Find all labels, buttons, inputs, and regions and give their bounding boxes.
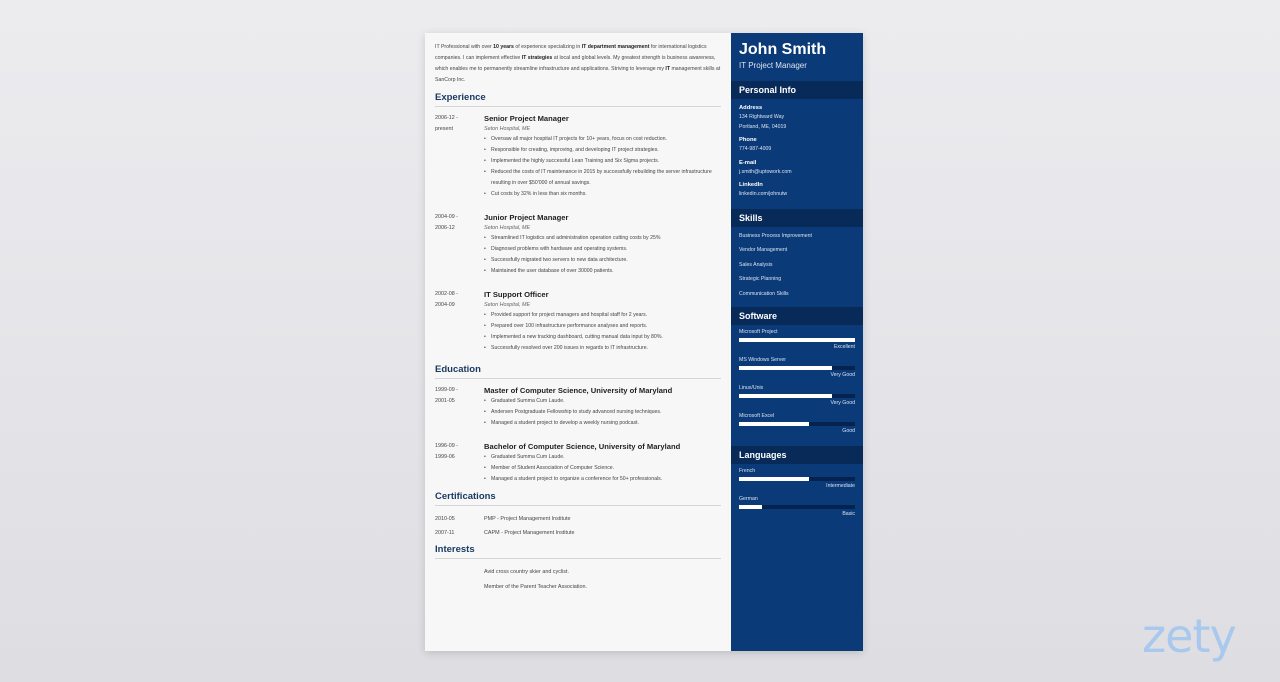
languages-item: [739, 495, 855, 520]
experience-bullets: [484, 134, 721, 200]
software-list: [731, 325, 863, 444]
personal-label: LinkedIn: [739, 182, 763, 188]
software-name: MS Windows Server: [739, 357, 786, 363]
education-bullet: • Andersen Postgraduate Fellowship to study advanced nursing techniques.: [484, 407, 721, 418]
skill-item: Communication Skills: [739, 290, 789, 297]
certification-row: [435, 526, 721, 540]
languages-level-label: Basic: [842, 511, 855, 517]
languages-list: [731, 464, 863, 527]
skill-item: Sales Analysis: [739, 261, 773, 268]
education-dates: [435, 441, 484, 485]
software-level-label: Excellent: [833, 344, 855, 350]
software-name: Microsoft Project: [739, 329, 778, 335]
experience-bullet: • Diagnosed problems with hardware and operating systems.: [484, 244, 721, 255]
experience-place: Seton Hospital, ME: [484, 302, 531, 308]
experience-dates: [435, 289, 484, 354]
certification-name: CAPM - Project Management Institute: [484, 530, 575, 536]
education-bullet: • Managed a student project to develop a weekly nursing podcast.: [484, 418, 721, 429]
personal-info-heading: Personal Info: [731, 81, 863, 99]
experience-bullet: • Implemented the highly successful Lean Training and Six Sigma projects.: [484, 156, 721, 167]
personal-label: E-mail: [739, 159, 757, 166]
summary-fragment: for international logistics companies. I can implement effective: [435, 44, 707, 61]
skill-item: Business Process Improvement: [739, 232, 812, 239]
education-date-end: 2001-05: [435, 397, 455, 404]
experience-date-start: 2002-08 -: [435, 291, 459, 297]
software-heading: Software: [731, 307, 863, 325]
languages-name: German: [739, 496, 758, 502]
languages-level-label: Intermediate: [826, 483, 855, 489]
resume-main-column: [425, 33, 731, 651]
personal-info-list: [731, 99, 863, 207]
software-level-label: Good: [842, 428, 855, 434]
summary-paragraph: [435, 42, 721, 86]
resume-page: [425, 33, 863, 651]
experience-bullets: [484, 233, 721, 277]
interests-heading: Interests: [435, 544, 721, 559]
software-item: [739, 384, 855, 409]
education-date-start: 1999-09 -: [435, 387, 459, 393]
experience-bullet: • Provided support for project managers and hospital staff for 2 years.: [484, 310, 721, 321]
experience-date-start: 2006-12 -: [435, 115, 459, 121]
personal-label: Phone: [739, 137, 757, 143]
experience-dates: [435, 212, 484, 277]
experience-bullet: • Reduced the costs of IT maintenance in 2015 by successfully rebuilding the server infrastructure resulting in over $50'000 of annual savings.: [484, 167, 721, 189]
experience-body: [484, 113, 721, 200]
education-title: Master of Computer Science, University of Maryland: [484, 386, 673, 395]
personal-value-line: Portland, ME, 04019: [739, 123, 787, 130]
education-bullets: [484, 396, 721, 429]
skill-item: Strategic Planning: [739, 276, 782, 282]
candidate-role: IT Project Manager: [739, 61, 807, 70]
summary-fragment: IT strategies: [521, 55, 553, 61]
experience-place: Seton Hospital, ME: [484, 126, 531, 132]
education-list: [435, 385, 721, 485]
languages-name: French: [739, 468, 756, 474]
experience-date-start: 2004-09 -: [435, 214, 459, 220]
experience-entry: [435, 289, 721, 354]
software-item: [739, 412, 855, 437]
skill-item: Vendor Management: [739, 247, 788, 253]
experience-entry: [435, 212, 721, 277]
personal-value: [739, 113, 855, 132]
experience-date-end: 2006-12: [435, 224, 455, 231]
certifications-heading: Certifications: [435, 491, 721, 506]
experience-bullet: • Successfully migrated two servers to new data architecture.: [484, 255, 721, 266]
education-bullet: • Managed a student project to organize a conference for 50+ professionals.: [484, 474, 721, 485]
summary-fragment: IT Professional with over: [435, 44, 494, 50]
experience-bullet: • Maintained the user database of over 30000 patients.: [484, 266, 721, 277]
education-date-start: 1996-09 -: [435, 443, 459, 449]
education-body: [484, 385, 721, 429]
interests-list: [435, 565, 721, 595]
personal-value-line: j.smith@uptowork.com: [739, 168, 792, 175]
personal-label: Address: [739, 105, 763, 111]
education-entry: [435, 441, 721, 485]
personal-value-line: linkedin.com/johnutw: [739, 191, 788, 197]
languages-heading: Languages: [731, 446, 863, 464]
resume-sidebar: [731, 33, 863, 651]
certification-name: PMP - Project Management Institute: [484, 516, 571, 522]
education-dates: [435, 385, 484, 429]
education-title: Bachelor of Computer Science, University of Maryland: [484, 442, 681, 451]
summary-fragment: of experience specializing in: [513, 44, 582, 50]
experience-title: Senior Project Manager: [484, 114, 569, 123]
software-item: [739, 328, 855, 353]
sidebar-header: [731, 33, 863, 79]
experience-body: [484, 289, 721, 354]
summary-fragment: IT department management: [581, 44, 650, 50]
certifications-list: [435, 512, 721, 540]
languages-item: [739, 467, 855, 492]
candidate-name: John Smith: [739, 41, 827, 58]
personal-value: [739, 190, 855, 200]
experience-bullet: • Implemented a new tracking dashboard, cutting manual data input by 80%.: [484, 332, 721, 343]
summary-fragment: management skills at SanCorp Inc.: [435, 66, 721, 83]
education-bullets: [484, 452, 721, 485]
experience-heading: Experience: [435, 92, 721, 107]
education-bullet: • Graduated Summa Cum Laude.: [484, 452, 721, 463]
certification-date: 2007-11: [435, 530, 455, 536]
software-name: Linux/Unix: [739, 385, 764, 391]
experience-bullet: • Successfully resolved over 200 issues in regards to IT infrastructure.: [484, 343, 721, 354]
education-entry: [435, 385, 721, 429]
experience-list: [435, 113, 721, 354]
summary-fragment: IT: [665, 66, 671, 72]
summary-fragment: at local and global levels. My greatest strength is business awareness, which enables me to permanently streamline infrastructure and applications. Striving to leverage my: [435, 55, 716, 72]
experience-body: [484, 212, 721, 277]
experience-title: IT Support Officer: [484, 290, 549, 299]
experience-title: Junior Project Manager: [484, 213, 569, 222]
education-bullet: • Graduated Summa Cum Laude.: [484, 396, 721, 407]
experience-date-end: 2004-09: [435, 301, 455, 308]
experience-bullet: • Streamlined IT logistics and administration operation cutting costs by 25%: [484, 233, 721, 244]
experience-bullet: • Prepared over 100 infrastructure performance analyses and reports.: [484, 321, 721, 332]
experience-place: Seton Hospital, ME: [484, 225, 531, 231]
certification-row: [435, 512, 721, 526]
interest-item: Avid cross country skier and cyclist.: [484, 569, 569, 575]
experience-bullet: • Cut costs by 32% in less than six months.: [484, 189, 721, 200]
interest-item: Member of the Parent Teacher Association.: [484, 584, 587, 590]
personal-value: [739, 145, 855, 155]
personal-value: [739, 168, 855, 178]
experience-bullet: • Oversaw all major hospital IT projects for 10+ years, focus on cost reduction.: [484, 134, 721, 145]
experience-dates: [435, 113, 484, 200]
software-item: [739, 356, 855, 381]
software-level-label: Very Good: [830, 372, 855, 378]
education-heading: Education: [435, 364, 721, 379]
experience-bullet: • Responsible for creating, improving, and developing IT project strategies.: [484, 145, 721, 156]
experience-bullets: [484, 310, 721, 354]
experience-date-end: present: [435, 125, 453, 132]
certification-date: 2010-05: [435, 516, 455, 522]
zety-logo: zety: [1142, 609, 1236, 663]
education-date-end: 1999-06: [435, 453, 455, 460]
education-bullet: • Member of Student Association of Computer Science.: [484, 463, 721, 474]
personal-value-line: 774-987-4009: [739, 146, 772, 152]
software-name: Microsoft Excel: [739, 413, 775, 419]
skills-heading: Skills: [731, 209, 863, 227]
education-body: [484, 441, 721, 485]
software-level-label: Very Good: [830, 400, 855, 406]
personal-value-line: 134 Rightward Way: [739, 114, 785, 120]
experience-entry: [435, 113, 721, 200]
summary-fragment: 10 years: [493, 44, 514, 50]
skills-list: [731, 227, 863, 306]
